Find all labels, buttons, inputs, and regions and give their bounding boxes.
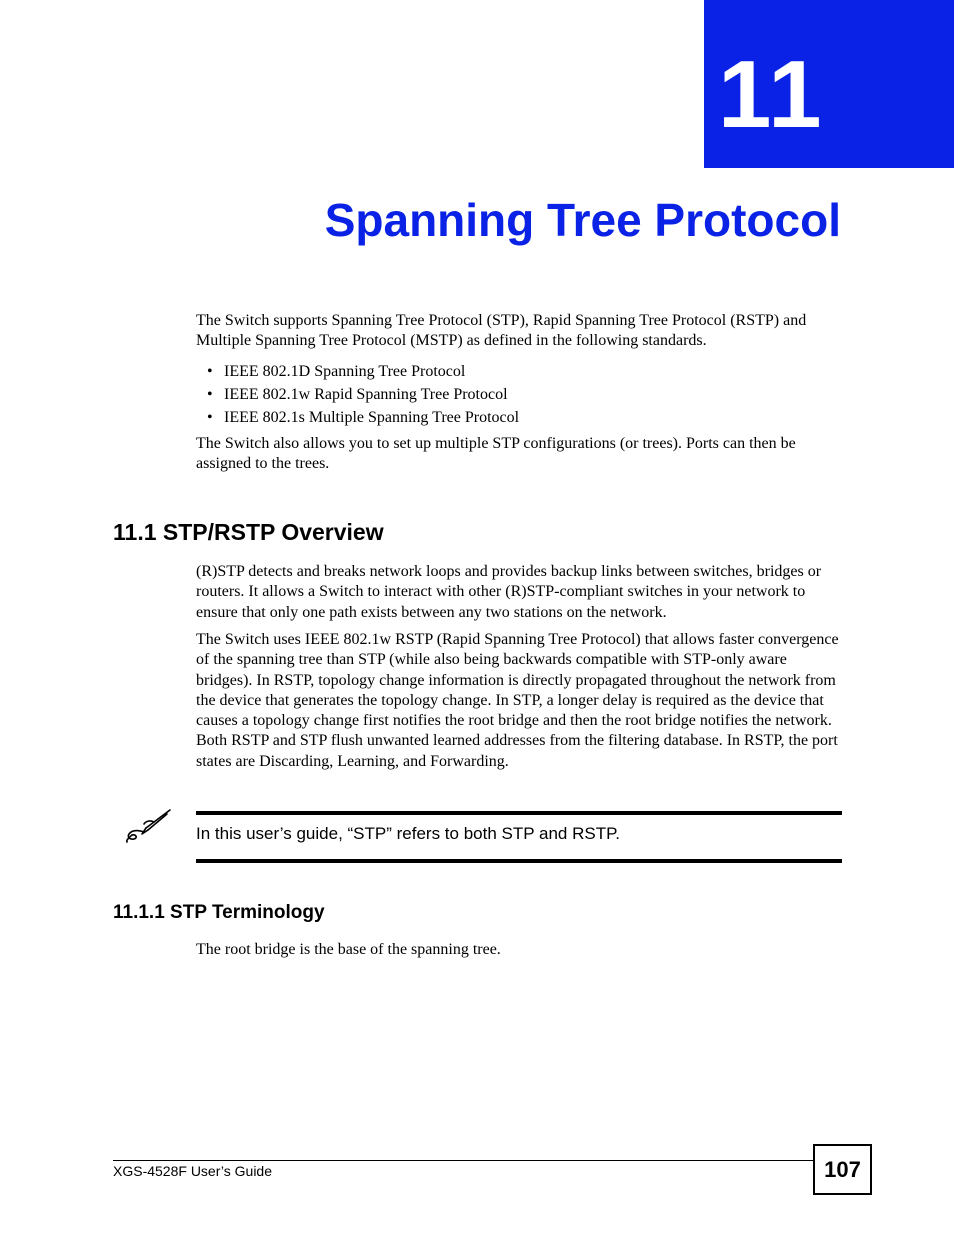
note-text: In this user’s guide, “STP” refers to both STP and RSTP. bbox=[196, 824, 620, 843]
overview-text-1 bbox=[196, 562, 844, 623]
list-item-text: IEEE 802.1w Rapid Spanning Tree Protocol bbox=[224, 386, 508, 403]
overview-paragraph-1: (R)STP detects and breaks network loops and provides backup links between switches, bridges or routers. It allows a Switch to interact with other (R)STP-compliant switches in your network to ensure that only one path exists between any two stations on the network. bbox=[196, 563, 822, 621]
page-number: 107 bbox=[813, 1144, 872, 1195]
list-item: • IEEE 802.1s Multiple Spanning Tree Protocol bbox=[207, 409, 520, 426]
intro-paragraph-1: The Switch supports Spanning Tree Protocol (STP), Rapid Spanning Tree Protocol (RSTP) and Multiple Spanning Tree Protocol (MSTP) as defined in the following standards. bbox=[196, 312, 807, 350]
list-item: • IEEE 802.1D Spanning Tree Protocol bbox=[207, 363, 466, 380]
terminology-paragraph-1: The root bridge is the base of the spanning tree. bbox=[196, 941, 501, 958]
writing-hand-icon bbox=[124, 808, 174, 844]
standards-list bbox=[207, 360, 519, 429]
intro-text-2 bbox=[196, 434, 844, 475]
list-item-text: IEEE 802.1s Multiple Spanning Tree Protocol bbox=[224, 409, 520, 426]
terminology-text bbox=[196, 940, 844, 960]
intro-text bbox=[196, 311, 844, 352]
footer-guide-name: XGS-4528F User’s Guide bbox=[113, 1163, 272, 1179]
intro-paragraph-2: The Switch also allows you to set up multiple STP configurations (or trees). Ports can then be assigned to the trees. bbox=[196, 435, 796, 473]
note-bottom-rule bbox=[196, 859, 842, 863]
list-item-text: IEEE 802.1D Spanning Tree Protocol bbox=[224, 363, 466, 380]
note-top-rule bbox=[196, 811, 842, 815]
chapter-title: Spanning Tree Protocol bbox=[324, 194, 841, 246]
list-item: • IEEE 802.1w Rapid Spanning Tree Protocol bbox=[207, 386, 508, 403]
chapter-number: 11 bbox=[718, 41, 824, 148]
overview-paragraph-2: The Switch uses IEEE 802.1w RSTP (Rapid Spanning Tree Protocol) that allows faster convergence of the spanning tree than STP (while also being backwards compatible with STP-only aware bridges). In RSTP, topology change information is directly propagated throughout the network from the device that generates the topology change. In STP, a longer delay is required as the device that causes a topology change first notifies the root bridge and then the root bridge notifies the network. Both RSTP and STP flush unwanted learned addresses from the filtering database. In RSTP, the port states are Discarding, Learning, and Forwarding. bbox=[196, 631, 839, 770]
overview-text-2 bbox=[196, 630, 844, 772]
section-heading-11-1-1: 11.1.1 STP Terminology bbox=[113, 902, 325, 923]
section-heading-11-1: 11.1 STP/RSTP Overview bbox=[113, 519, 384, 545]
